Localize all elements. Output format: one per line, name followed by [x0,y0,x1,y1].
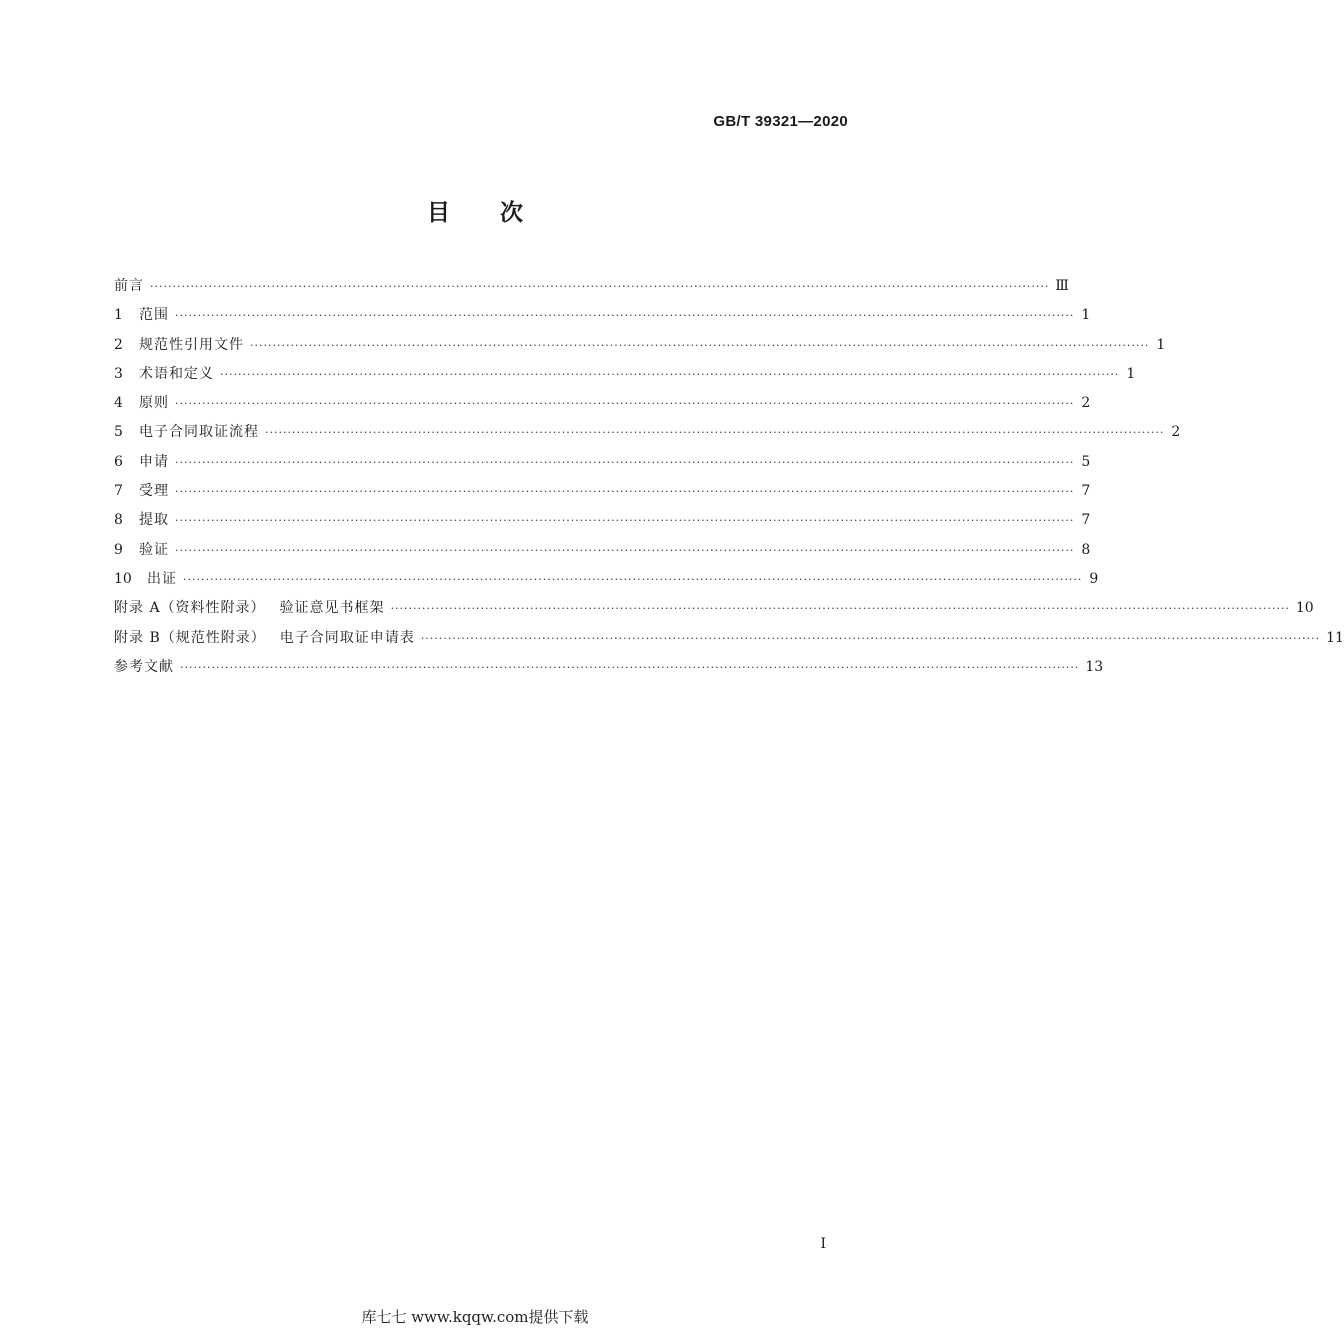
leader-dots: ········································································································································································································ [180,660,1080,674]
leader-dots: ········································································································································································································ [175,485,1075,499]
toc-page: 8 [1081,541,1091,558]
toc-page: 9 [1089,570,1099,587]
toc-entry-10[interactable] [114,565,1099,594]
leader-dots: ········································································································································································································ [250,338,1150,352]
leader-dots: ········································································································································································································ [175,397,1075,411]
toc-page: 10 [1295,600,1314,617]
toc-number: 1 [114,307,123,324]
download-watermark: 库七七 www.kqqw.com提供下载 [361,1308,589,1326]
toc-page: 7 [1081,483,1091,500]
leader-dots: ········································································································································································································ [420,631,1321,645]
toc-entry-8[interactable] [114,506,1091,535]
toc-page: 7 [1081,512,1091,529]
leader-dots: ········································································································································································································ [390,602,1290,616]
toc-page: 5 [1081,453,1091,470]
toc-number: 8 [114,512,123,529]
toc-label: 范围 [139,307,169,324]
toc-label: 验证 [139,541,169,558]
appendix-title: 电子合同取证申请表 [279,629,415,646]
toc-entry-7[interactable] [114,477,1091,506]
toc-entry-4[interactable] [114,389,1091,418]
toc-label: 申请 [139,453,169,470]
toc-number: 6 [114,453,123,470]
toc-label: 前言 [114,278,144,294]
leader-dots: ········································································································································································································ [220,367,1120,381]
toc-label [114,594,385,623]
toc-number: 4 [114,395,123,412]
toc-entry-appendix-a[interactable] [114,594,1314,623]
toc-entry-1[interactable] [114,301,1091,330]
toc-label: 出证 [147,570,177,587]
toc-label: 受理 [139,483,169,500]
toc-number: 9 [114,541,123,558]
leader-dots: ········································································································································································································ [175,309,1075,323]
toc-label [114,624,415,653]
toc-entry-foreword[interactable] [114,272,1069,301]
leader-dots: ········································································································································································································ [175,543,1075,557]
toc-page: 1 [1126,365,1136,382]
toc-page: 1 [1081,307,1091,324]
toc-page: 13 [1085,658,1104,675]
toc-entry-3[interactable] [114,360,1136,389]
leader-dots: ········································································································································································································ [175,514,1075,528]
leader-dots: ········································································································································································································ [175,455,1075,469]
toc-entry-2[interactable] [114,331,1166,360]
toc-label: 规范性引用文件 [139,336,244,353]
toc-page: 2 [1081,395,1091,412]
toc-number: 10 [114,570,132,587]
toc-number: 7 [114,483,123,500]
toc-page: 1 [1156,336,1166,353]
page-folio: I [820,1236,826,1252]
leader-dots: ········································································································································································································ [265,426,1165,440]
toc-page: 2 [1171,424,1181,441]
toc-entry-5[interactable] [114,418,1181,447]
toc-label: 术语和定义 [139,365,214,382]
leader-dots: ········································································································································································································ [150,280,1050,293]
appendix-label: 附录 B（规范性附录） [114,629,266,646]
toc-number: 3 [114,365,123,382]
toc-page: Ⅲ [1055,278,1069,294]
toc-page: 11 [1326,629,1344,646]
toc-entry-6[interactable] [114,448,1091,477]
toc-label: 参考文献 [114,658,174,675]
appendix-title: 验证意见书框架 [279,600,385,617]
toc-number: 2 [114,336,123,353]
leader-dots: ········································································································································································································ [183,572,1083,586]
toc-number: 5 [114,424,123,441]
toc-label: 原则 [139,395,169,412]
toc-entry-references[interactable] [114,653,1104,682]
standard-number: GB/T 39321—2020 [713,113,848,130]
toc-label: 提取 [139,512,169,529]
table-of-contents [114,272,1344,682]
toc-label: 电子合同取证流程 [139,424,259,441]
appendix-label: 附录 A（资料性附录） [114,600,266,617]
toc-entry-appendix-b[interactable] [114,624,1344,653]
toc-entry-9[interactable] [114,536,1091,565]
page-title: 目次 [427,200,573,226]
